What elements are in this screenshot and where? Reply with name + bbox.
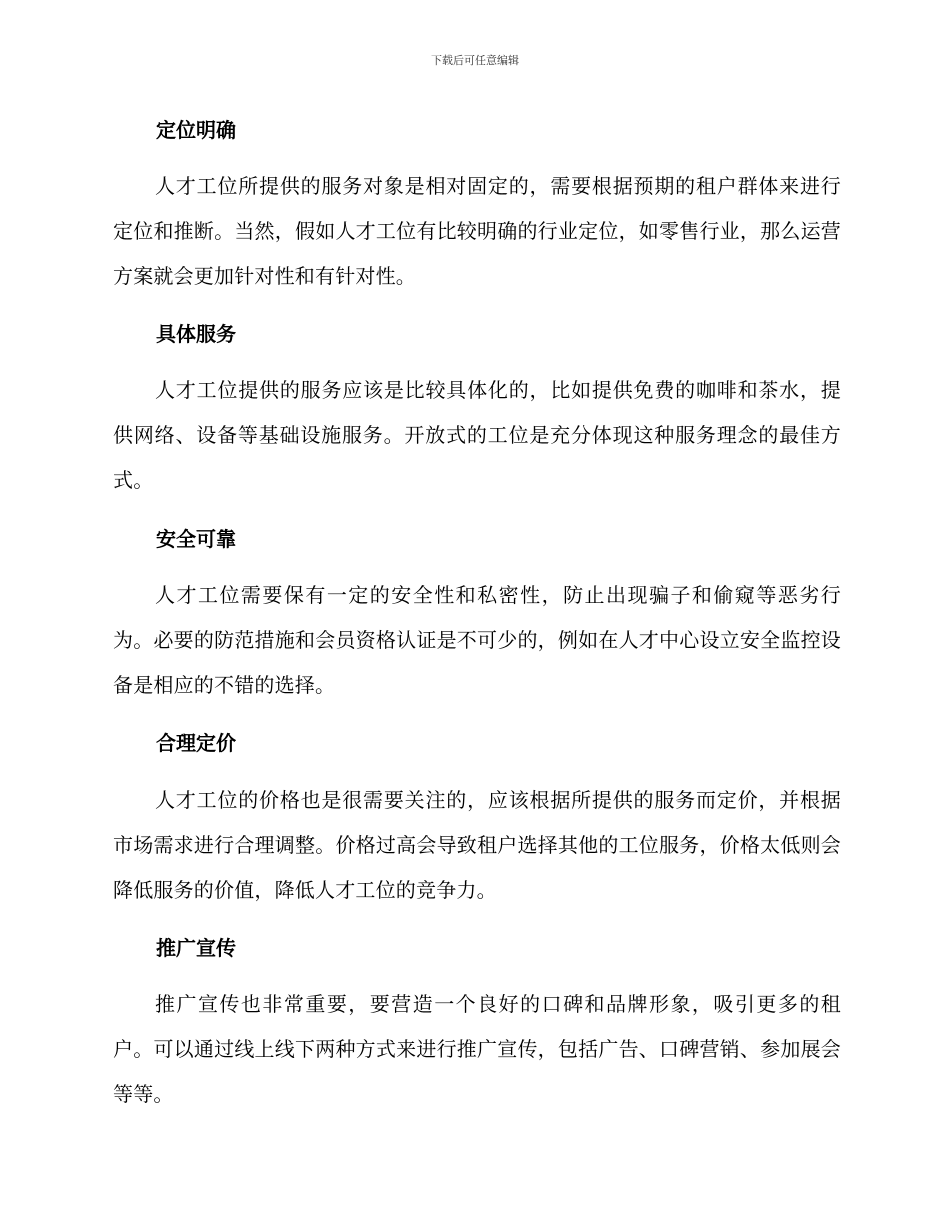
section-heading-promotion: 推广宣传 [156,936,236,960]
section-heading-positioning: 定位明确 [156,118,236,142]
section-heading-pricing: 合理定价 [156,731,236,755]
section-body-security: 人才工位需要保有一定的安全性和私密性，防止出现骗子和偷窥等恶劣行为。必要的防范措施和会员资格认证是不可少的，例如在人才中心设立安全监控设备是相应的不错的选择。 [113,583,841,697]
section-body-services: 人才工位提供的服务应该是比较具体化的，比如提供免费的咖啡和茶水，提供网络、设备等基础设施服务。开放式的工位是充分体现这种服务理念的最佳方式。 [113,378,841,492]
section-body-positioning: 人才工位所提供的服务对象是相对固定的，需要根据预期的租户群体来进行定位和推断。当然，假如人才工位有比较明确的行业定位，如零售行业，那么运营方案就会更加针对性和有针对性。 [113,174,841,288]
section-body-pricing: 人才工位的价格也是很需要关注的，应该根据所提供的服务而定价，并根据市场需求进行合理调整。价格过高会导致租户选择其他的工位服务，价格太低则会降低服务的价值，降低人才工位的竞争力。 [113,788,841,902]
section-body-promotion: 推广宣传也非常重要，要营造一个良好的口碑和品牌形象，吸引更多的租户。可以通过线上线下两种方式来进行推广宣传，包括广告、口碑营销、参加展会等等。 [113,992,841,1106]
page-header: 下载后可任意编辑 [431,54,519,67]
section-heading-services: 具体服务 [156,322,236,346]
section-heading-security: 安全可靠 [156,527,236,551]
